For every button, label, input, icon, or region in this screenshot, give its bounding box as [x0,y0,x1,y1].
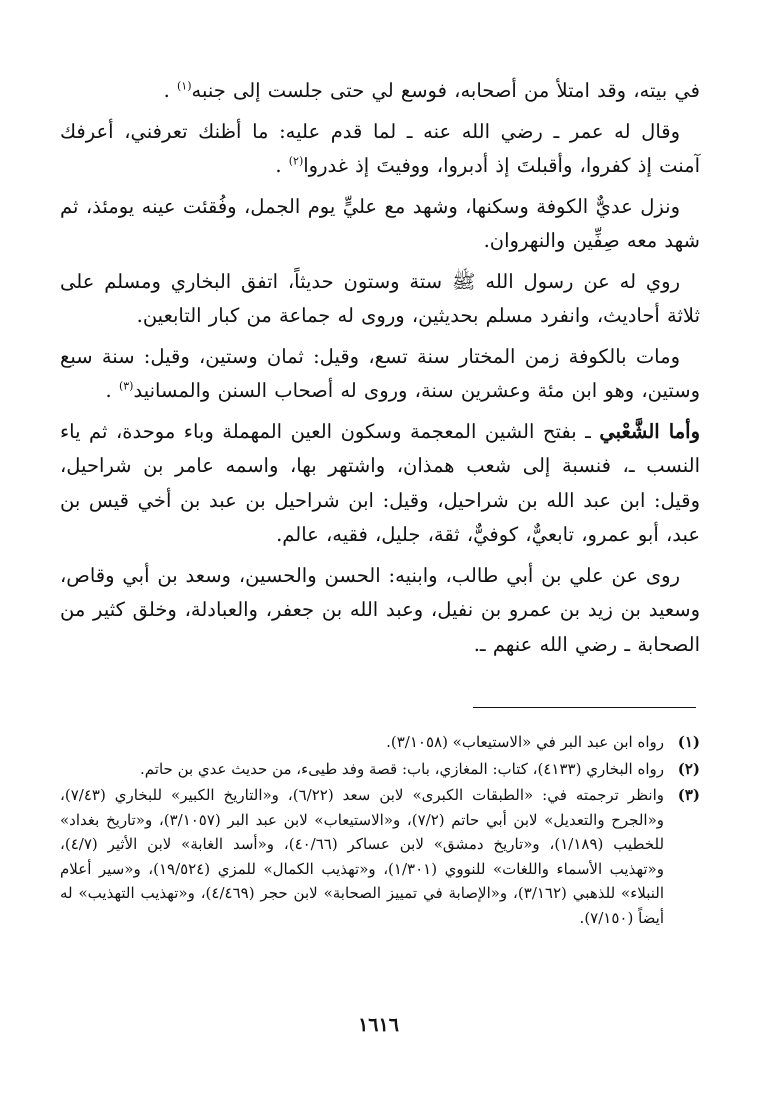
main-text [60,74,700,664]
footnote-ref-1: (١) [177,79,192,93]
paragraph-4 [60,265,700,334]
footnote-text-2: رواه البخاري (٤١٣٣)، كتاب: المغازي، باب: قصة وفد طيىء، من حديث عدي بن حاتم. [140,759,664,778]
paragraph-6 [60,415,700,553]
paragraph-2 [60,115,700,184]
footnote-ref-2: (٢) [288,154,304,168]
footnotes [60,730,700,932]
footnote-text-3: وانظر ترجمته في: «الطبقات الكبرى» لابن سعد (٦/٢٢)، و«التاريخ الكبير» للبخاري (٧/٤٣)، و«الجرح والتعديل» لابن أبي حاتم (٧/٢)، و«الاستيعاب» لابن عبد البر (٣/١٠٥٧)، و«تاريخ بغداد» للخطيب (١/١٨٩)، و«تاريخ دمشق» لابن عساكر (٤٠/٦٦)، و«أسد الغابة» لابن الأثير (٤/٧)، و«تهذيب الأسماء واللغات» للنووي (١/٣٠١)، و«تهذيب الكمال» للمزي (١٩/٥٢٤)، و«سير أعلام النبلاء» للذهبي (٣/١٦٢)، و«الإصابة في تمييز الصحابة» لابن حجر (٤/٤٦٩)، و«تهذيب التهذيب» له أيضاً (٧/١٥٠). [60,786,665,927]
paragraph-4-text: روي له عن رسول الله ﷺ ستة وستون حديثاً، اتفق البخاري ومسلم على ثلاثة أحاديث، وانفرد مسلم بحديثين، وروى له جماعة من كبار التابعين. [60,269,700,327]
paragraph-6-text: ـ بفتح الشين المعجمة وسكون العين المهملة وباء موحدة، ثم ياء النسب ـ، فنسبة إلى شعب همذان، واشتهر بها، واسمه عامر بن شراحيل، وقيل: ابن عبد الله بن شراحيل، وقيل: ابن شراحيل بن عبد بن أخي قيس بن عبد، أبو عمرو، تابعيٌّ، كوفيٌّ، ثقة، جليل، فقيه، عالم. [60,419,700,546]
footnote-2 [60,757,700,782]
footnote-text-1: رواه ابن عبد البر في «الاستيعاب» (٣/١٠٥٨). [386,733,664,751]
paragraph-3 [60,190,700,259]
footnote-3 [60,783,700,930]
footnote-ref-3: (٣) [118,379,134,393]
footnote-number-1: (١) [677,733,700,751]
footnote-number-2: (٢) [677,759,700,778]
paragraph-3-text: ونزل عديٌّ الكوفة وسكنها، وشهد مع عليٍّ يوم الجمل، وفُقئت عينه يومئذ، ثم شهد معه صِفِّين والنهروان. [60,194,700,252]
paragraph-1-text: في بيته، وقد امتلأ من أصحابه، فوسع لي حتى جلست إلى جنبه [191,79,700,102]
paragraph-2-text: وقال له عمر ـ رضي الله عنه ـ لما قدم عليه: ما أظنك تعرفني، أعرفك آمنت إذ كفروا، وأقبلتَ إذ أدبروا، ووفيتَ إذ غدروا [60,119,700,177]
paragraph-1 [60,74,700,109]
paragraph-7 [60,559,700,663]
paragraph-5-end: . [105,379,119,402]
page-number: ١٦١٦ [358,1014,399,1036]
term-shabi: وأما الشَّعْبي [599,419,700,443]
footnote-divider [473,707,696,708]
paragraph-2-end: . [275,154,289,177]
footnote-1 [60,730,700,755]
paragraph-5-text: ومات بالكوفة زمن المختار سنة تسع، وقيل: ثمان وستين، وقيل: سنة سبع وستين، وهو ابن مئة وعشرين سنة، وروى له أصحاب السنن والمسانيد [60,344,700,402]
paragraph-7-text: روى عن علي بن أبي طالب، وابنيه: الحسن والحسين، وسعد بن أبي وقاص، وسعيد بن زيد بن عمرو بن نفيل، وعبد الله بن جعفر، والعبادلة، وخلق كثير من الصحابة ـ رضي الله عنهم ـ. [60,563,700,656]
footnote-number-3: (٣) [677,786,700,804]
paragraph-5 [60,340,700,409]
paragraph-1-end: . [163,79,177,102]
